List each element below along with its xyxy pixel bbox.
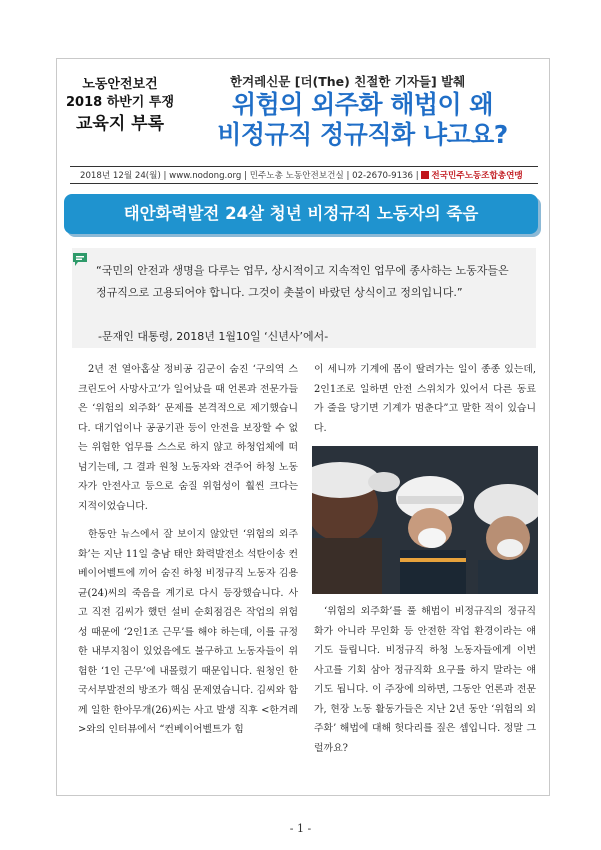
quote-text — [96, 260, 526, 304]
title-line-2: 비정규직 정규직화 냐고요? — [217, 120, 508, 149]
label-line-3: 교육지 부록 — [75, 114, 165, 134]
article-photo — [312, 446, 538, 594]
quote-source: -문재인 대통령, 2018년 1월10일 ‘신년사’에서- — [98, 330, 329, 343]
article-paragraph: 이 세니까 기계에 몸이 딸려가는 일이 종종 있는데, 2인1조로 일하면 안전 스위치가 있어서 다른 동료가 줄을 당기면 기계가 멈춘다”고 말한 적이 있습니다. — [314, 364, 536, 434]
article-paragraph: 2년 전 열아홉살 정비공 김군이 숨진 ‘구의역 스크린도어 사망사고’가 일어났을 때 언론과 전문가들은 ‘위험의 외주화’ 문제를 본격적으로 제기했습니다. 대기업이나 공공기관 등이 안전을 보장할 수 없는 위험한 업무를 스스로 하지 않고 하청업체에 떠넘기는데, 그 결과 원청 노동자와 견주어 하청 노동자가 안전사고 등으로 숨질 위험성이 훨씬 크다는 지적이었습니다. — [78, 364, 298, 512]
info-bar: 2018년 12월 24(월) | www.nodong.org | 민주노총 노동안전보건실 | 02-2670-9136 | 전국민주노동조합총연맹 — [70, 166, 538, 184]
label-line-1: 노동안전보건 — [82, 77, 158, 92]
article-paragraph: 한동안 뉴스에서 잘 보이지 않았던 ‘위험의 외주화’는 지난 11일 충남 태안 화력발전소 석탄이송 컨베이어벨트에 끼어 숨진 하청 비정규직 노동자 김용균(24)씨의 죽음을 계기로 다시 등장했습니다. 사고 직전 김씨가 했던 설비 순회점검은 작업의 위험성 때문에 ‘2인1조 근무’를 해야 하는데, 이를 규정한 내부지침이 있었음에도 불구하고 노동자들이 위험한 ‘1인 근무’에 내몰렸기 때문입니다. 원청인 한국서부발전의 방조가 핵심 문제였습니다. 김씨와 함께 일한 한아무개(26)씨는 사고 발생 직후 <한겨레>와의 인터뷰에서 “컨베이어벨트가 힘 — [78, 529, 298, 735]
quote-box — [72, 248, 536, 348]
workers-photo-illustration — [312, 446, 538, 594]
page-title — [190, 90, 535, 150]
quote-line-2: 정규직으로 고용되어야 합니다. 그것이 촛불이 바랐던 상식이고 정의입니다.” — [96, 286, 463, 299]
article-column-left — [78, 360, 298, 740]
org-name: 전국민주노동조합총연맹 — [431, 171, 523, 181]
article-column-right-top — [314, 360, 536, 438]
page-number: - 1 - — [289, 822, 312, 835]
article-column-right-bottom — [314, 602, 536, 758]
union-logo-icon — [421, 171, 429, 179]
headline-banner: 태안화력발전 24살 청년 비정규직 노동자의 죽음 — [64, 194, 538, 234]
section-label — [64, 76, 176, 136]
article-paragraph: ‘위험의 외주화’를 풀 해법이 비정규직의 정규직화가 아니라 무인화 등 안전한 작업 환경이라는 얘기도 들립니다. 비정규직 하청 노동자들에게 이번 사고를 기회 삼아 정규직화 요구를 하지 말라는 얘기도 됩니다. 이 주장에 의하면, 그동안 언론과 전문가, 현장 노동 활동가들은 지난 2년 동안 ‘위험의 외주화’ 해법에 대해 헛다리를 짚은 셈입니다. 정말 그럴까요? — [314, 606, 536, 754]
quote-line-1: “국민의 안전과 생명을 다루는 업무, 상시적이고 지속적인 업무에 종사하는 노동자들은 — [96, 264, 509, 277]
label-line-2: 2018 하반기 투쟁 — [65, 95, 175, 110]
overtitle: 한겨레신문 [더(The) 친절한 기자들] 발췌 — [230, 74, 466, 89]
speech-bubble-icon — [72, 252, 88, 268]
title-line-1: 위험의 외주화 해법이 왜 — [231, 90, 494, 119]
info-text: 2018년 12월 24(월) | www.nodong.org | 민주노총 노동안전보건실 | 02-2670-9136 — [80, 171, 413, 181]
